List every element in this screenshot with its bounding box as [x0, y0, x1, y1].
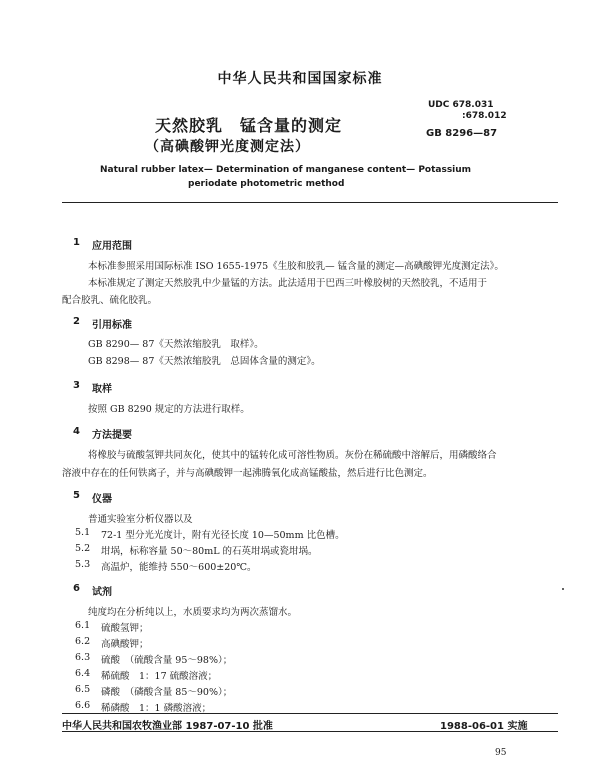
- item-number: 6.6: [75, 700, 91, 711]
- section-number: 6: [73, 583, 80, 594]
- document-subtitle: （高碘酸钾光度测定法）: [145, 139, 310, 155]
- list-item: 高温炉，能维持 550～600±20℃。: [101, 562, 257, 573]
- document-title: 天然胶乳 锰含量的测定: [155, 116, 343, 135]
- approval-line: 中华人民共和国农牧渔业部 1987-07-10 批准: [62, 721, 273, 732]
- page-number: 95: [495, 748, 507, 758]
- paragraph: 按照 GB 8290 规定的方法进行取样。: [88, 404, 250, 415]
- header-divider: [62, 202, 558, 203]
- section-number: 3: [73, 380, 80, 391]
- paragraph: 普通实验室分析仪器以及: [88, 514, 193, 525]
- section-title: 引用标准: [92, 320, 132, 331]
- reference-item: GB 8290— 87《天然浓缩胶乳 取样》。: [88, 339, 264, 350]
- item-number: 5.1: [75, 527, 91, 538]
- paragraph: 纯度均在分析纯以上，水质要求均为两次蒸馏水。: [88, 607, 298, 618]
- list-item: 高碘酸钾；: [101, 639, 149, 650]
- footer-bottom-divider: [62, 731, 558, 732]
- paragraph: 本标准参照采用国际标准 ISO 1655-1975《生胶和胶乳— 锰含量的测定—高碘酸钾光度测定法》。: [88, 261, 504, 272]
- standard-org-title: 中华人民共和国国家标准: [217, 71, 383, 87]
- list-item: 硫酸氢钾；: [101, 623, 149, 634]
- item-number: 6.5: [75, 684, 91, 695]
- section-title: 仪器: [92, 494, 112, 505]
- list-item: 稀磷酸 1：1 磷酸溶液；: [101, 703, 212, 714]
- gb-standard-number: GB 8296—87: [426, 128, 498, 139]
- implementation-date: 1988-06-01 实施: [440, 721, 528, 732]
- list-item: 坩埚，标称容量 50～80mL 的石英坩埚或瓷坩埚。: [101, 546, 318, 557]
- section-number: 1: [73, 237, 80, 248]
- footer-divider: [62, 713, 558, 714]
- section-title: 方法提要: [92, 430, 132, 441]
- english-title-line2: periodate photometric method: [188, 179, 345, 189]
- udc-code-continued: :678.012: [462, 111, 507, 121]
- section-number: 2: [73, 316, 80, 327]
- section-title: 应用范围: [92, 241, 132, 252]
- section-number: 5: [73, 490, 80, 501]
- reference-item: GB 8298— 87《天然浓缩胶乳 总固体含量的测定》。: [88, 356, 321, 367]
- paragraph: 溶液中存在的任何铁离子，并与高碘酸钾一起沸腾氧化成高锰酸盐，然后进行比色测定。: [62, 468, 433, 479]
- list-item: 硫酸 （硫酸含量 95～98%）；: [101, 655, 233, 666]
- section-number: 4: [73, 426, 80, 437]
- list-item: 稀硫酸 1：17 硫酸溶液；: [101, 671, 218, 682]
- scan-speck: [562, 588, 564, 590]
- paragraph: 将橡胶与硫酸氢钾共同灰化，使其中的锰转化成可溶性物质。灰份在稀硫酸中溶解后，用磷酸络合: [88, 450, 497, 461]
- udc-code: UDC 678.031: [428, 100, 494, 110]
- paragraph: 本标准规定了测定天然胶乳中少量锰的方法。此法适用于巴西三叶橡胶树的天然胶乳，不适用于: [88, 278, 488, 289]
- item-number: 6.1: [75, 620, 91, 631]
- item-number: 5.2: [75, 543, 91, 554]
- item-number: 6.2: [75, 636, 91, 647]
- section-title: 取样: [92, 384, 112, 395]
- english-title-line1: Natural rubber latex— Determination of manganese content— Potassium: [100, 165, 472, 175]
- list-item: 72-1 型分光光度计，附有光径长度 10—50mm 比色槽。: [101, 530, 345, 541]
- item-number: 6.3: [75, 652, 91, 663]
- list-item: 磷酸 （磷酸含量 85～90%）；: [101, 687, 233, 698]
- item-number: 6.4: [75, 668, 91, 679]
- section-title: 试剂: [92, 587, 112, 598]
- item-number: 5.3: [75, 559, 91, 570]
- paragraph: 配合胶乳、硫化胶乳。: [62, 295, 158, 306]
